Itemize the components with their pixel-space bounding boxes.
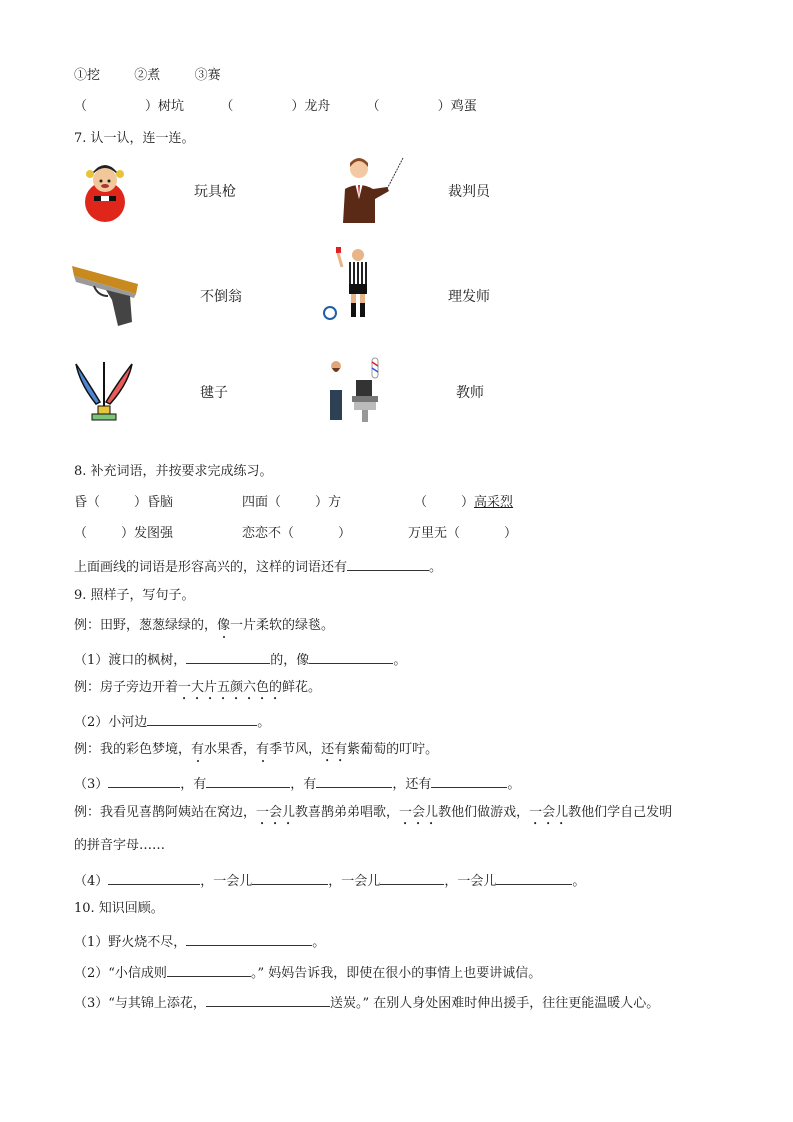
q9-3-blank-d[interactable] [431,773,507,788]
right-label-3[interactable]: 教师 [456,385,484,401]
referee-image[interactable] [322,245,382,323]
q9-example-4-cont: 的拼音字母…… [74,838,166,853]
left-label-2[interactable]: 不倒翁 [200,289,242,305]
q9-3-blank-a[interactable] [108,773,180,788]
q9-example-2: 例：房子旁边开着一大片五颜六色的鲜花。 [74,680,322,695]
toy-gun-image[interactable] [70,260,140,326]
q9-item-4: （4） ，一会儿 ，一会儿 ，一会儿 。 [74,870,585,891]
q8-answer-blank[interactable] [347,556,429,571]
q9-example-4: 例：我看见喜鹊阿姨站在窝边，一会儿教喜鹊弟弟唱歌，一会儿教他们做游戏，一会儿教他们学自己发明 [74,805,673,820]
option-2: ②煮 [134,68,161,83]
q9-4-blank-d[interactable] [496,870,572,885]
q9-example-3: 例：我的彩色梦境，有水果香，有季节风，还有紫葡萄的叮咛。 [74,742,439,757]
q9-title: 9. 照样子，写句子。 [74,588,195,603]
q6-blanks: （ ）树坑 （ ）龙舟 （ ）鸡蛋 [74,99,477,114]
tumbler-doll-image[interactable] [80,158,130,222]
right-label-1[interactable]: 裁判员 [448,184,490,200]
q9-2-blank[interactable] [147,711,257,726]
left-label-1[interactable]: 玩具枪 [194,184,236,200]
barber-image[interactable] [320,356,384,424]
q9-item-2: （2）小河边 。 [74,711,270,732]
q9-4-blank-b[interactable] [252,870,328,885]
q10-1-blank[interactable] [186,931,312,946]
q8-followup: 上面画线的词语是形容高兴的，这样的词语还有 。 [74,556,442,577]
right-label-2[interactable]: 理发师 [448,289,490,305]
q10-3-blank[interactable] [206,992,330,1007]
q9-item-1: （1）渡口的枫树， 的，像 。 [74,649,406,670]
q10-item-2: （2）“小信成则 。” 妈妈告诉我，即使在很小的事情上也要讲诚信。 [74,962,541,983]
q6-options [74,67,221,85]
q9-3-blank-c[interactable] [316,773,392,788]
q10-title: 10. 知识回顾。 [74,901,164,916]
word-2: 龙舟 [304,99,331,114]
word-1: 树坑 [158,99,185,114]
q10-item-1: （1）野火烧不尽， 。 [74,931,325,952]
q10-2-blank[interactable] [167,962,251,977]
q9-item-3: （3） ，有 ，有 ，还有 。 [74,773,520,794]
word-3: 鸡蛋 [450,99,477,114]
option-3: ③赛 [194,68,221,83]
teacher-image[interactable] [337,155,409,223]
q7-title: 7. 认一认，连一连。 [74,131,195,146]
option-1: ①挖 [74,68,101,83]
left-label-3[interactable]: 毽子 [200,385,228,401]
q10-item-3: （3）“与其锦上添花， 送炭。” 在别人身处困难时伸出援手，往往更能温暖人心。 [74,992,659,1013]
underlined-word: 高采烈 [474,495,514,510]
q9-1-blank-a[interactable] [186,649,270,664]
q9-3-blank-b[interactable] [206,773,290,788]
q8-title: 8. 补充词语，并按要求完成练习。 [74,464,273,479]
q9-4-blank-c[interactable] [380,870,444,885]
q9-4-blank-a[interactable] [108,870,200,885]
q9-1-blank-b[interactable] [309,649,393,664]
q9-example-1: 例：田野，葱葱绿绿的，像一片柔软的绿毯。 [74,618,335,633]
shuttlecock-image[interactable] [74,362,134,424]
